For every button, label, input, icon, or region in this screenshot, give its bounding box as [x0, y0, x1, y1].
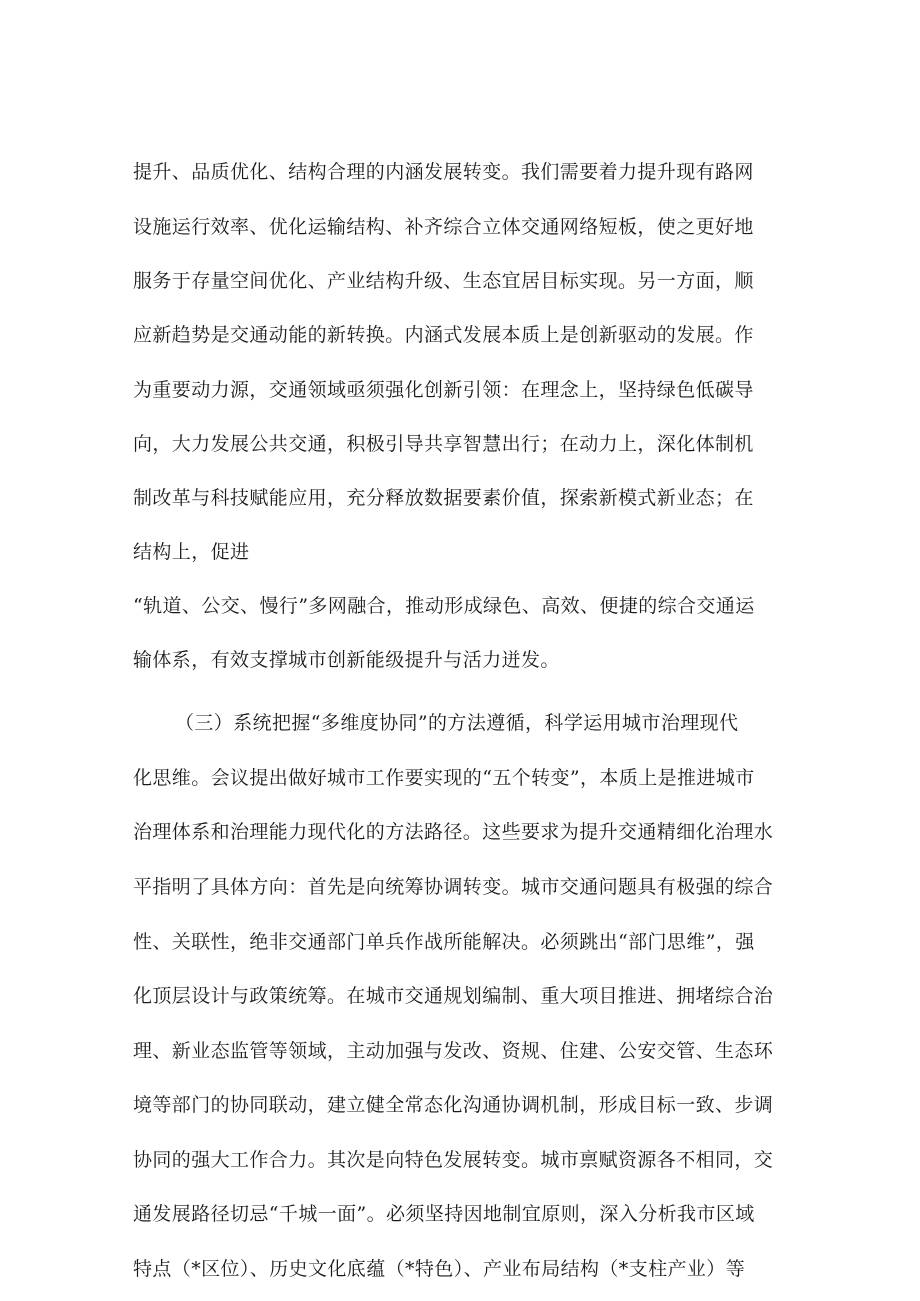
text-line: 治理体系和治理能力现代化的方法路径。这些要求为提升交通精细化治理水 [133, 821, 774, 843]
text-line: 协同的强大工作合力。其次是向特色发展转变。城市禀赋资源各不相同，交 [133, 1149, 774, 1171]
text-line: 化顶层设计与政策统筹。在城市交通规划编制、重大项目推进、拥堵综合治 [133, 985, 774, 1007]
text-line: 为重要动力源，交通领域亟须强化创新引领：在理念上，坚持绿色低碳导 [133, 379, 754, 401]
text-line: 服务于存量空间优化、产业结构升级、生态宜居目标实现。另一方面，顺 [133, 270, 754, 292]
text-line: 理、新业态监管等领域，主动加强与发改、资规、住建、公安交管、生态环 [133, 1040, 774, 1062]
text-line: “轨道、公交、慢行”多网融合，推动形成绿色、高效、便捷的综合交通运 [133, 595, 755, 617]
text-line: 特点（*区位）、历史文化底蕴（*特色）、产业布局结构（*支柱产业）等 [133, 1258, 746, 1280]
text-line: 提升、品质优化、结构合理的内涵发展转变。我们需要着力提升现有路网 [133, 161, 754, 183]
text-line: 性、关联性，绝非交通部门单兵作战所能解决。必须跳出“部门思维”，强 [133, 931, 755, 953]
text-line: 输体系，有效支撑城市创新能级提升与活力迸发。 [133, 649, 560, 671]
text-line: 应新趋势是交通动能的新转换。内涵式发展本质上是创新驱动的发展。作 [133, 324, 754, 346]
text-line: 结构上，促进 [133, 541, 250, 563]
text-line: 通发展路径切忌“千城一面”。必须坚持因地制宜原则，深入分析我市区域 [133, 1203, 755, 1225]
text-line: 境等部门的协同联动，建立健全常态化沟通协调机制，形成目标一致、步调 [133, 1094, 774, 1116]
text-line: 化思维。会议提出做好城市工作要实现的“五个转变”，本质上是推进城市 [133, 767, 755, 789]
text-line: 制改革与科技赋能应用，充分释放数据要素价值，探索新模式新业态；在 [133, 487, 754, 509]
text-line: 设施运行效率、优化运输结构、补齐综合立体交通网络短板，使之更好地 [133, 216, 754, 238]
text-line: 向，大力发展公共交通，积极引导共享智慧出行；在动力上，深化体制机 [133, 433, 754, 455]
text-line: 平指明了具体方向：首先是向统筹协调转变。城市交通问题具有极强的综合 [133, 876, 774, 898]
section-heading-line: （三）系统把握“多维度协同”的方法遵循，科学运用城市治理现代 [175, 712, 739, 734]
